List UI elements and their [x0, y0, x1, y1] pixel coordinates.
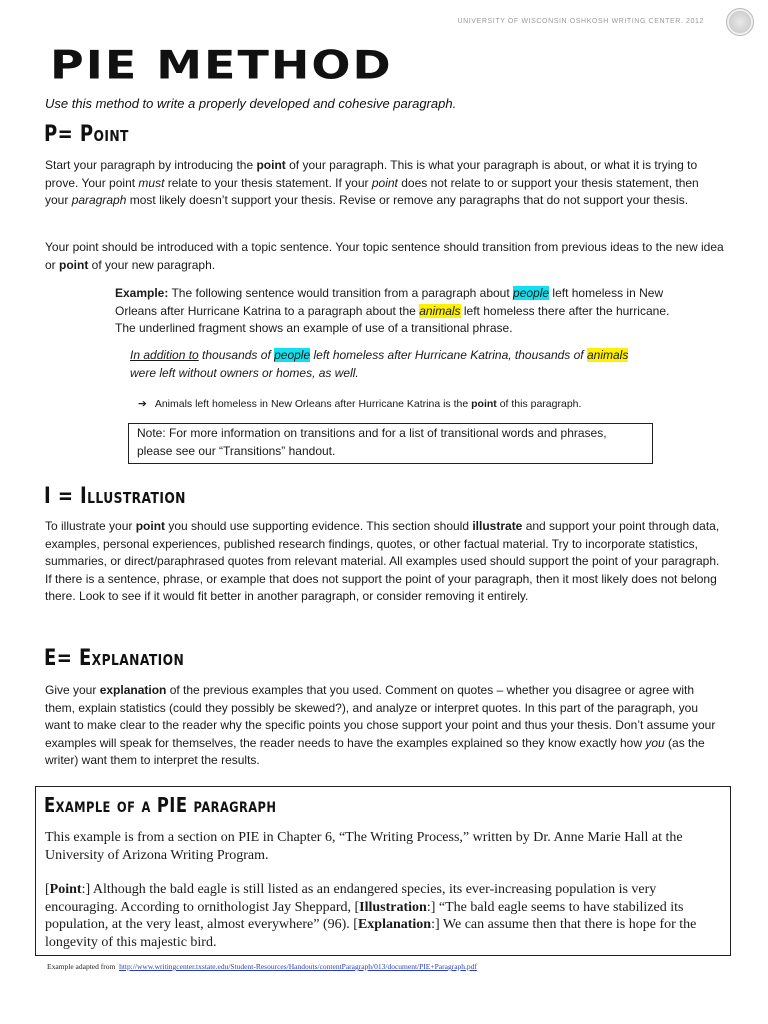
example-box-paragraph: [Point:] Although the bald eagle is still listed as an endangered species, its ever-increasing population is very encouraging. According to ornithologist Jay Sheppard, [Illustration:] “The bald eagle seems to have stabilized its population, at the very least, almost everywhere” (96). [Explanation:] We can assume then that there is hope for the longevity of this majestic bird. [45, 882, 697, 950]
header-credit: UNIVERSITY OF WISCONSIN OSHKOSH WRITING CENTER. 2012 [457, 18, 704, 25]
page-subtitle: Use this method to write a properly developed and cohesive paragraph. [45, 96, 457, 111]
arrow-right-icon: ➔ [138, 398, 147, 410]
page-title: PIE METHOD [50, 42, 393, 88]
footer-citation: Example adapted from http://www.writingcenter.txstate.edu/Student-Resources/Handouts/contentParagraph/013/document/PIE+Paragraph.pdf [47, 962, 477, 971]
transitions-note-box: Note: For more information on transitions and for a list of transitional words and phrases, please see our “Transitions” handout. [128, 423, 653, 464]
illustration-heading: I = Illustration [44, 484, 186, 509]
example-box-heading: Example of a PIE paragraph [44, 793, 277, 817]
transition-example: Example: The following sentence would transition from a paragraph about people left homeless in New Orleans after Hurricane Katrina to a paragraph about the animals left homeless there after the hurricane. The underlined fragment shows an example of use of a transitional phrase. [115, 286, 670, 335]
university-seal-icon [726, 8, 754, 36]
point-heading: P= Point [44, 122, 129, 147]
arrow-note: ➔ Animals left homeless in New Orleans after Hurricane Katrina is the point of this paragraph. [138, 398, 582, 410]
explanation-paragraph: Give your explanation of the previous examples that you used. Comment on quotes – whether you disagree or agree with them, explain statistics (could they possibly be skewed?), and analyze or interpret quotes. In this part of the paragraph, you want to make clear to the reader why the specific points you chose support your point and thus your thesis. Don’t assume your examples will speak for themselves, the reader needs to have the examples explained so they know exactly how you (as the writer) want them to interpret the results. [45, 683, 716, 767]
point-paragraph-1: Start your paragraph by introducing the point of your paragraph. This is what your paragraph is about, or what it is trying to prove. Your point must relate to your thesis statement. If your point does not relate to or support your thesis statement, then your paragraph most likely doesn’t support your thesis. Revise or remove any paragraphs that do not support your thesis. [45, 158, 699, 207]
explanation-heading: E= Explanation [44, 646, 185, 671]
source-link[interactable]: http://www.writingcenter.txstate.edu/Student-Resources/Handouts/contentParagraph/013/document/PIE+Paragraph.pdf [119, 962, 477, 971]
pie-example-box [35, 786, 731, 956]
example-box-intro: This example is from a section on PIE in Chapter 6, “The Writing Process,” written by Dr. Anne Marie Hall at the University of Arizona Writing Program. [45, 830, 683, 863]
illustration-paragraph: To illustrate your point you should use supporting evidence. This section should illustrate and support your point through data, examples, personal experiences, published research findings, quotes, or other factual material. Try to incorporate statistics, summaries, or direct/paraphrased quotes from relevant material. All examples used should support the point of your paragraph. If there is a sentence, phrase, or example that does not support the point of your paragraph, then it most likely does not belong there. Look to see if it would fit better in another paragraph, or consider removing it entirely. [45, 519, 720, 603]
point-paragraph-2: Your point should be introduced with a topic sentence. Your topic sentence should transition from previous ideas to the new idea or point of your new paragraph. [45, 240, 724, 272]
example-sentence: In addition to thousands of people left homeless after Hurricane Katrina, thousands of animals were left without owners or homes, as well. [130, 348, 629, 380]
